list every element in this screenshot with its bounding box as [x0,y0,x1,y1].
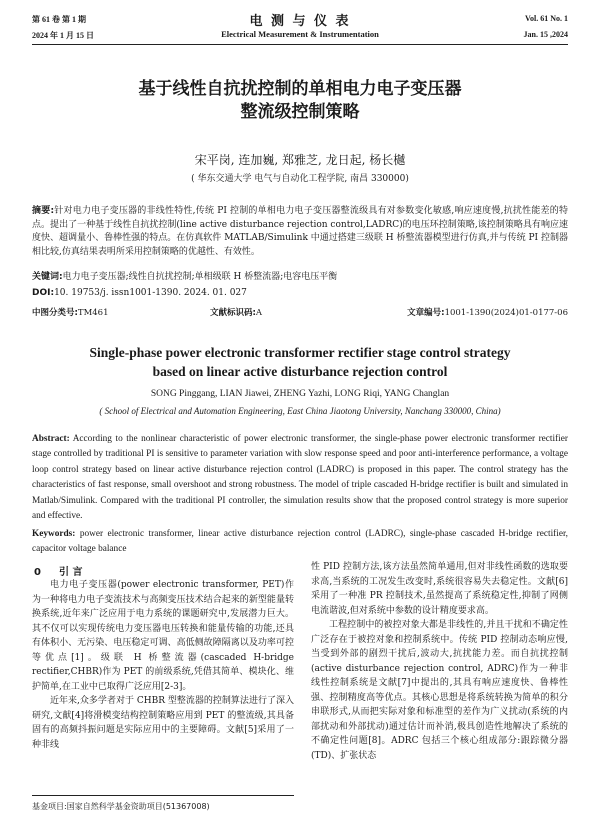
title-en-line2: based on linear active disturbance rejection control [152,364,448,379]
abstract-en-text: According to the nonlinear characteristic of power electronic transformer, the single-phase power electronic transformer rectifier stage controlled by traditional PI is sensitive to parameter variation with slow response speed and poor anti-interference performance, a voltage loop control strategy based on linear active disturbance rejection control (LADRC) is proposed in this paper. The control strategy has the characteristics of fast response, small overshoot and strong robustness. The model of triple cascaded H-bridge rectifier is built and simulated in Matlab/Simulink. Compared with the traditional PI controller, the simulation results show that the proposed control strategy is more superior and effective. [32,434,568,522]
header-rule [32,44,568,45]
header-vol-en: Vol. 61 No. 1 [524,14,568,23]
doc-code-value: A [255,308,263,318]
left-column [32,578,294,752]
left-paragraph-2: 近年来,众多学者对于 CHBR 型整流器的控制算法进行了深入研究,文献[4]将滑模变结构控制策略应用到 PET 的整流级,其具备固有的高频抖振问题是实际应用中的主要障碍。文献[5]采用了一种非线 [32,696,294,750]
right-paragraph-2: 工程控制中的被控对象大都是非线性的,并且干扰和不确定性广泛存在于被控对象和控制系统中。传统 PID 控制动态响应慢,当受到外部的剧烈干扰后,波动大,抗扰能力差。而自抗扰控制(active disturbance rejection control, ADRC)作为一种非线性控制系统是文献[7]中提出的,其具有响应速度快、鲁棒性强、控制精度高等优点。其核心思想是将系统转换为简单的积分串联形式,从而把实际对象和标准型的差作为广义扰动(系统的内部扰动和外部扰动)通过估计而补消,极具创造性地解决了系统的不确定性问题[8]。ADRC 包括三个核心组成部分:跟踪微分器(TD)、扩张状态 [311,620,568,761]
journal-title-cn: 电 测 与 仪 表 [249,14,351,29]
clc: 中图分类号:TM461 [32,308,109,318]
keywords-en-label: Keywords: [32,529,76,539]
title-cn-line1: 基于线性自抗扰控制的单相电力电子变压器 [138,79,462,99]
authors-en: SONG Pinggang, LIAN Jiawei, ZHENG Yazhi, LONG Riqi, YANG Changlan [150,389,450,399]
doi [32,287,568,301]
header-volume: 第 61 卷 第 1 期 [32,15,86,24]
doc-code: 文献标识码:A [210,308,263,318]
abstract-cn-text: 针对电力电子变压器的非线性特性,传统 PI 控制的单相电力电子变压器整流级具有对参数变化敏感,响应速度慢,抗扰性能差的特点。提出了一种基于线性自抗扰控制(line active disturbance rejection control,LADRC)的电压环控制策略,该控制策略具有响应速度快、超调量小、鲁棒性强的特点。在仿真软件 MATLAB/Simulink 中通过搭建三级联 H 桥整流器模型进行仿真,并与传统 PI 控制器相比较,仿真结果表明所采用控制策略的优越性、有效性。 [32,206,569,257]
article-number-value: 1001-1390(2024)01-0177-06 [444,308,568,318]
keywords-en [32,527,568,558]
section-heading [34,563,82,578]
header-date: 2024 年 1 月 15 日 [32,31,94,40]
keywords-cn-label: 关键词: [32,272,63,282]
title-en-line1: Single-phase power electronic transformer rectifier stage control strategy [89,345,511,360]
affiliation-en: ( School of Electrical and Automation Engineering, East China Jiaotong University, Nanchang 330000, China) [99,406,501,416]
keywords-cn [32,271,568,285]
header-date-en: Jan. 15 ,2024 [523,30,568,39]
affiliation-cn: ( 华东交通大学 电气与自动化工程学院, 南昌 330000) [191,174,409,184]
title-cn-line2: 整流级控制策略 [240,102,360,122]
article-number: 文章编号:1001-1390(2024)01-0177-06 [407,308,568,318]
doi-text: 10. 19753/j. issn1001-1390. 2024. 01. 027 [54,288,247,298]
abstract-en [32,432,568,524]
section-title: 引 言 [58,567,83,578]
left-paragraph-1: 电力电子变压器(power electronic transformer, PET)作为一种将电力电子变流技术与高频变压技术结合起来的新型能量转换系统,近年来广泛应用于电力系统的课题研究中,发展潜力巨大。其不仅可以实现传统电力变压器电压转换和能量传输的功能,还具有体积小、无污染、电压稳定可调、高低侧故障隔离以及功率可控等优点[1]。级联 H 桥整流器(cascaded H-bridge rectifier,CHBR)作为 PET 的前级系统,凭借其简单、模块化、维护简单,在工业中已取得广泛应用[2-3]。 [32,580,294,692]
footnote: 基金项目:国家自然科学基金资助项目(51367008) [32,802,210,811]
abstract-cn [32,205,568,259]
clc-value: TM461 [77,308,109,318]
abstract-cn-label: 摘要: [32,206,55,216]
right-column [311,560,568,763]
keywords-cn-text: 电力电子变压器;线性自抗扰控制;单相级联 H 桥整流器;电容电压平衡 [62,272,338,282]
doi-label: DOI: [32,288,55,298]
right-paragraph-1: 性 PID 控制方法,该方法虽然简单通用,但对非线性函数的选取要求高,当系统的工况发生改变时,系统很容易失去稳定性。文献[6]采用了一种准 PR 控制技术,虽然提高了系统稳定性,抑制了网侧电流谐波,但对系统中参数的设计精度要求高。 [311,562,568,616]
section-number: 0 [34,567,41,578]
abstract-en-label: Abstract: [32,434,70,444]
footnote-rule [32,795,294,796]
authors-cn: 宋平岗, 连加巍, 郑雅芝, 龙日起, 杨长樾 [194,153,406,167]
keywords-en-text: power electronic transformer, linear active disturbance rejection control (LADRC), single-phase cascaded H-bridge rectifier, capacitor voltage balance [32,529,569,555]
journal-title-en: Electrical Measurement & Instrumentation [221,29,379,39]
